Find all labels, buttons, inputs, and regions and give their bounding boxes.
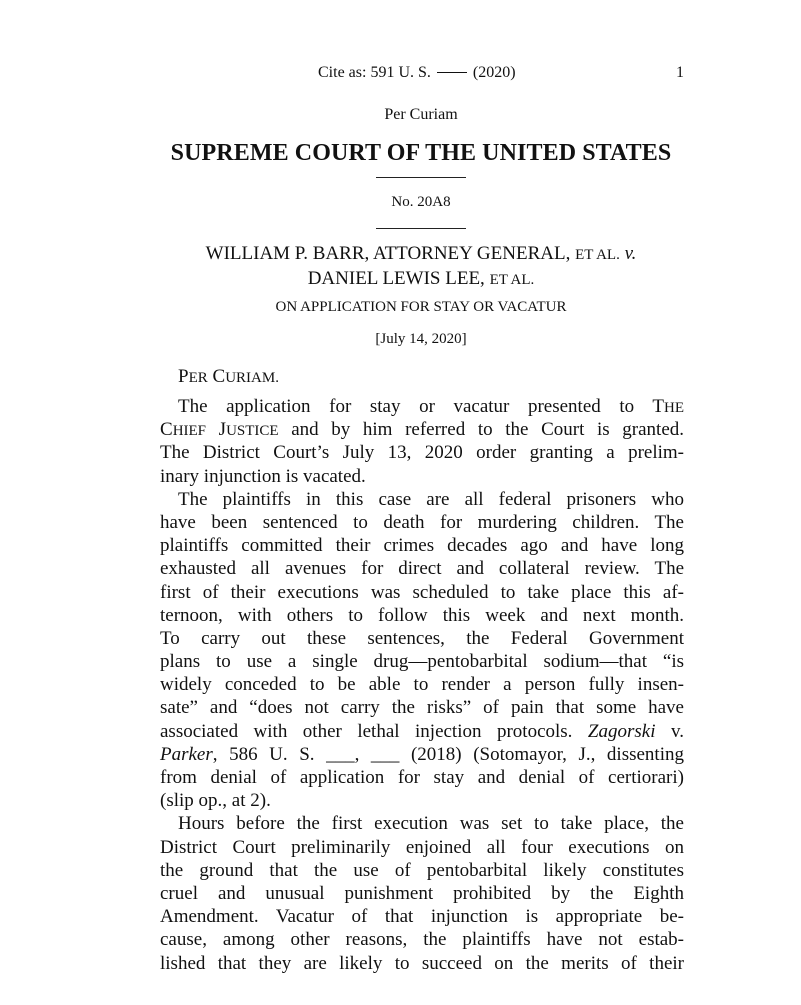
text-line: plaintiffs committed their crimes decades ago and have long bbox=[160, 535, 684, 557]
docket-number: No. 20A8 bbox=[391, 194, 451, 210]
divider-rule bbox=[376, 228, 466, 229]
text-line: first of their executions was scheduled to take place this af- bbox=[160, 581, 684, 603]
decision-date: [July 14, 2020] bbox=[375, 331, 467, 347]
text-line: The District Court’s July 13, 2020 order granting a prelim- bbox=[160, 442, 684, 464]
citation: Cite as: 591 U. S. (2020) bbox=[318, 64, 516, 81]
text-line: The application for stay or vacatur presented to THE bbox=[178, 396, 684, 417]
text-line: CHIEF JUSTICE and by him referred to the Court is granted. bbox=[160, 419, 685, 441]
citation-blank bbox=[437, 72, 467, 73]
opinion-body bbox=[160, 395, 684, 975]
divider-rule bbox=[376, 177, 466, 178]
case-caption bbox=[160, 242, 682, 292]
text-line: cause, among other reasons, the plaintiffs have not estab- bbox=[160, 929, 684, 951]
text-line: (slip op., at 2). bbox=[160, 790, 271, 812]
text-line: lished that they are likely to succeed on the merits of their bbox=[160, 952, 684, 974]
opinion-author: PER CURIAM. bbox=[178, 366, 279, 387]
text-line: The plaintiffs in this case are all federal prisoners who bbox=[178, 488, 684, 510]
page-number: 1 bbox=[676, 64, 684, 81]
running-head bbox=[0, 64, 801, 86]
text-line: ternoon, with others to follow this week and next month. bbox=[160, 604, 684, 626]
per-curiam-header: Per Curiam bbox=[384, 106, 458, 123]
text-line: Amendment. Vacatur of that injunction is appropriate be- bbox=[160, 906, 684, 928]
court-title: SUPREME COURT OF THE UNITED STATES bbox=[170, 140, 672, 166]
paragraph-3 bbox=[160, 812, 684, 974]
text-line: from denial of application for stay and denial of certiorari) bbox=[160, 767, 684, 788]
text-line: widely conceded to be able to render a person fully insen- bbox=[160, 674, 684, 696]
text-line: Hours before the first execution was set to take place, the bbox=[178, 813, 684, 835]
text-line: associated with other lethal injection protocols. Zagorski v. bbox=[160, 720, 684, 742]
caption-line-1: WILLIAM P. BARR, ATTORNEY GENERAL, ET AL. v. bbox=[205, 243, 637, 264]
text-line: District Court preliminarily enjoined all four executions on bbox=[160, 836, 684, 858]
text-line: exhausted all avenues for direct and collateral review. The bbox=[160, 558, 684, 580]
text-line: Parker, 586 U. S. ___, ___ (2018) (Sotomayor, J., dissenting bbox=[160, 743, 684, 765]
text-line: To carry out these sentences, the Federal Government bbox=[160, 627, 684, 649]
paragraph-2 bbox=[160, 488, 684, 813]
text-line: sate” and “does not carry the risks” of pain that some have bbox=[160, 697, 684, 719]
text-line: inary injunction is vacated. bbox=[160, 465, 366, 487]
text-line: plans to use a single drug—pentobarbital sodium—that “is bbox=[160, 651, 684, 673]
text-line: cruel and unusual punishment prohibited by the Eighth bbox=[160, 882, 684, 904]
text-line: have been sentenced to death for murdering children. The bbox=[160, 511, 684, 533]
caption-line-2: DANIEL LEWIS LEE, ET AL. bbox=[307, 268, 535, 289]
text-line: the ground that the use of pentobarbital likely constitutes bbox=[160, 859, 684, 881]
paragraph-1 bbox=[160, 395, 684, 488]
application-heading: ON APPLICATION FOR STAY OR VACATUR bbox=[275, 299, 567, 315]
